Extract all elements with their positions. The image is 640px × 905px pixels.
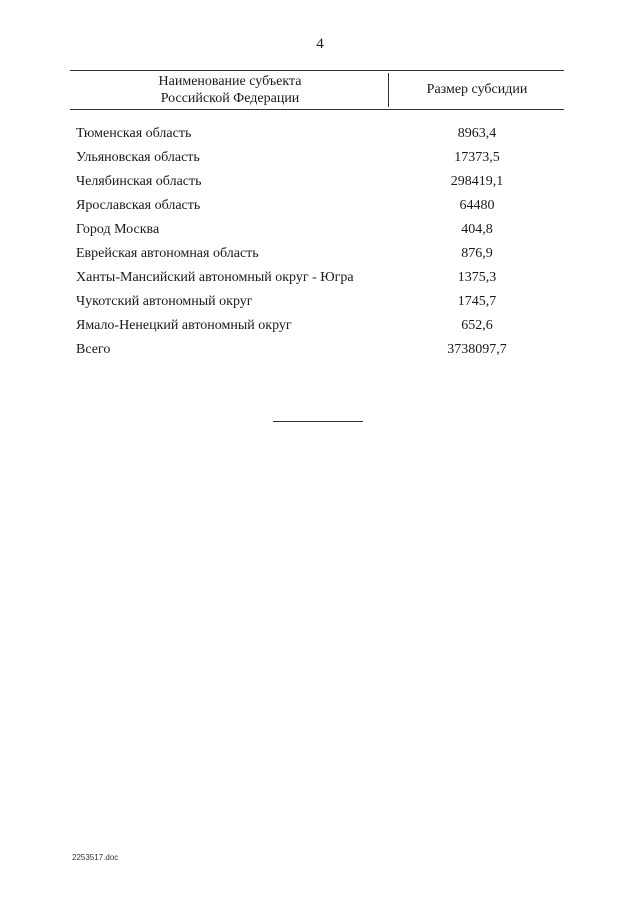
table-row (0, 244, 640, 268)
row-subsidy-value: 8963,4 (457, 126, 497, 141)
header-divider (388, 73, 389, 107)
table-row (0, 172, 640, 196)
table-row-total (0, 340, 640, 364)
row-total-label: Всего (76, 342, 111, 357)
header-subject-name (70, 71, 390, 109)
row-subsidy-value: 652,6 (461, 318, 493, 333)
row-subject-name: Ярославская область (76, 198, 201, 213)
row-subsidy-value: 876,9 (461, 246, 493, 261)
row-subject-name: Еврейская автономная область (76, 246, 259, 261)
table-header (70, 70, 564, 110)
row-subject-name: Тюменская область (76, 126, 192, 141)
row-total-value: 3738097,7 (447, 342, 507, 357)
page-number: 4 (316, 36, 324, 52)
row-subsidy-value: 1745,7 (457, 294, 497, 309)
table-row (0, 196, 640, 220)
table-row (0, 124, 640, 148)
row-subsidy-value: 1375,3 (457, 270, 497, 285)
header-subsidy-amount: Размер субсидии (426, 82, 528, 97)
row-subject-name: Ханты-Мансийский автономный округ - Югра (76, 270, 354, 285)
row-subsidy-value: 404,8 (461, 222, 493, 237)
table-body (0, 124, 640, 364)
header-subject-name-line1: Наименование субъекта (158, 74, 302, 89)
row-subsidy-value: 17373,5 (454, 150, 500, 165)
header-subject-name-line2: Российской Федерации (160, 91, 300, 106)
row-subject-name: Город Москва (76, 222, 160, 237)
end-divider-line (273, 421, 363, 422)
row-subsidy-value: 298419,1 (450, 174, 504, 189)
footer-document-id: 2253517.doc (72, 853, 119, 862)
table-row (0, 220, 640, 244)
row-subject-name: Ямало-Ненецкий автономный округ (76, 318, 292, 333)
row-subject-name: Ульяновская область (76, 150, 200, 165)
row-subject-name: Чукотский автономный округ (76, 294, 253, 309)
table-row (0, 148, 640, 172)
row-subject-name: Челябинская область (76, 174, 202, 189)
row-subsidy-value: 64480 (459, 198, 495, 213)
table-row (0, 292, 640, 316)
table-row (0, 316, 640, 340)
table-row (0, 268, 640, 292)
